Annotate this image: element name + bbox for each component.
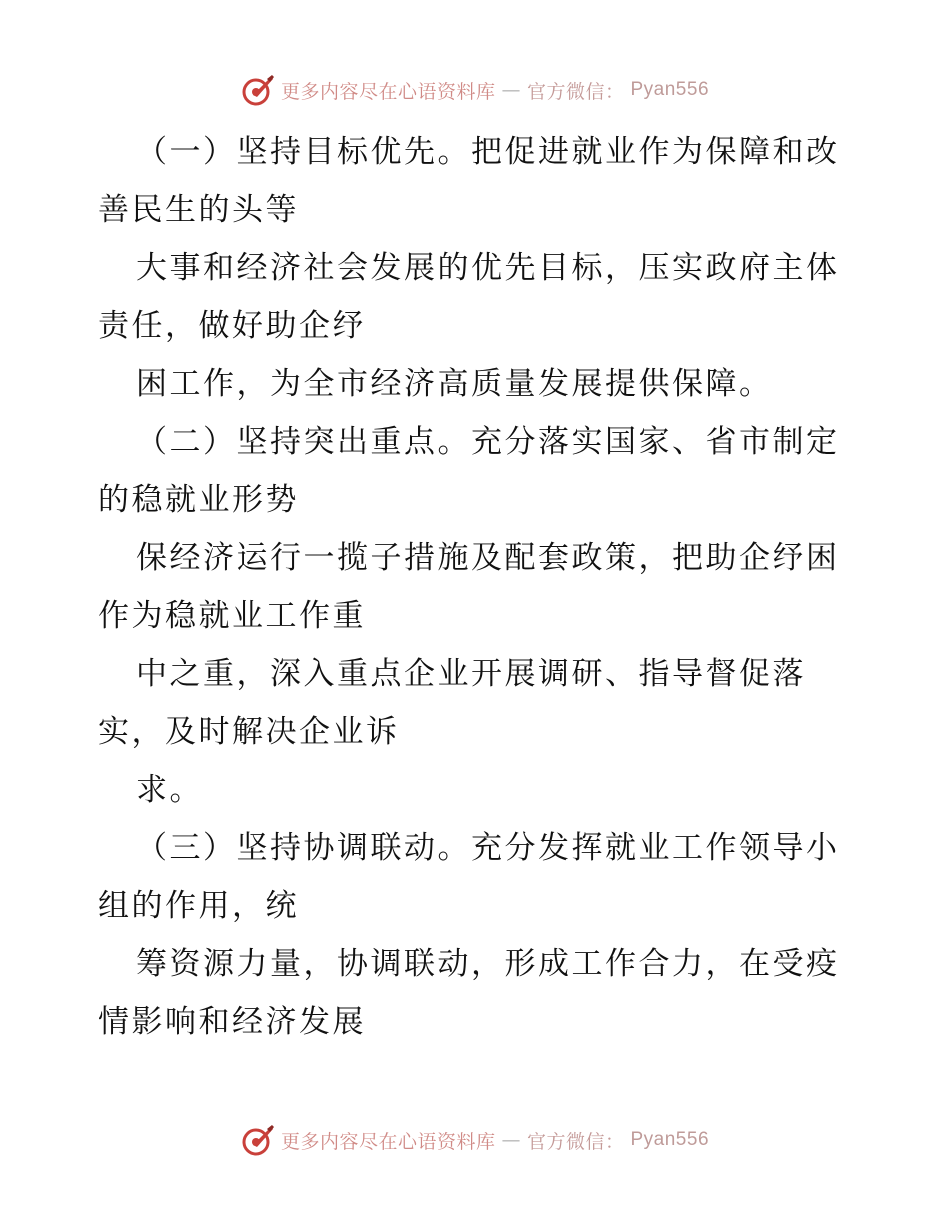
text-line: 组的作用，统	[98, 888, 299, 924]
text-line: （三）坚持协调联动。充分发挥就业工作领导小	[136, 830, 840, 866]
watermark-wechat-id: Pyan556	[630, 79, 710, 100]
text-line: 情影响和经济发展	[98, 1004, 366, 1040]
text-line: 作为稳就业工作重	[98, 598, 366, 634]
quill-logo-icon	[241, 73, 275, 107]
text-line: 责任，做好助企纾	[98, 308, 366, 344]
watermark-wechat-label: 官方微信：	[526, 1130, 625, 1153]
text-line: （二）坚持突出重点。充分落实国家、省市制定	[136, 424, 840, 460]
text-line: 善民生的头等	[98, 192, 299, 228]
text-line: 困工作，为全市经济高质量发展提供保障。	[136, 366, 773, 402]
text-line: 的稳就业形势	[98, 482, 299, 518]
text-line: 保经济运行一揽子措施及配套政策，把助企纾困	[136, 540, 840, 576]
text-line: （一）坚持目标优先。把促进就业作为保障和改	[136, 134, 840, 170]
text-line: 筹资源力量，协调联动，形成工作合力，在受疫	[136, 946, 840, 982]
text-line: 实，及时解决企业诉	[98, 714, 400, 750]
watermark-banner-bottom	[0, 1120, 950, 1160]
watermark-text: 更多内容尽在心语资料库	[280, 1130, 496, 1153]
watermark-text: 更多内容尽在心语资料库	[280, 80, 496, 103]
watermark-wechat-id: Pyan556	[630, 1129, 710, 1150]
watermark-wechat-label: 官方微信：	[526, 80, 625, 103]
text-line: 中之重，深入重点企业开展调研、指导督促落	[136, 656, 806, 692]
text-line: 求。	[136, 772, 203, 808]
quill-logo-icon	[241, 1123, 275, 1157]
watermark-dash: —	[501, 1129, 521, 1151]
watermark-dash: —	[501, 79, 521, 101]
text-line: 大事和经济社会发展的优先目标，压实政府主体	[136, 250, 840, 286]
watermark-banner-top	[0, 70, 950, 110]
